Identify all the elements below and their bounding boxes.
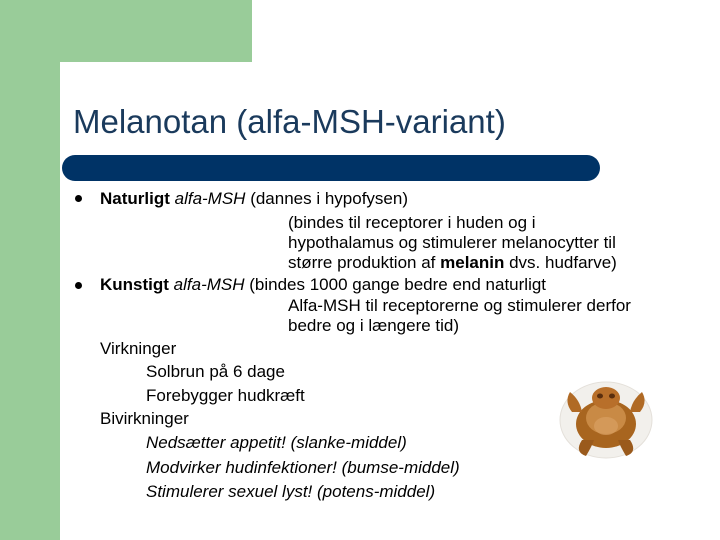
bullet-1-line-2: (bindes til receptorer i huden og i: [288, 213, 536, 232]
bullet-2-term: alfa-MSH: [173, 275, 245, 294]
side-effects-item: Nedsætter appetit! (slanke-middel): [146, 433, 407, 452]
bullet-2-rest: (bindes 1000 gange bedre end naturligt: [244, 275, 547, 294]
effects-item: Forebygger hudkræft: [146, 386, 305, 405]
side-effects-heading: Bivirkninger: [100, 409, 189, 428]
effects-item: Solbrun på 6 dage: [146, 362, 285, 381]
bullet-dot-2: [75, 282, 82, 289]
bullet-1-rest: (dannes i hypofysen): [245, 189, 409, 208]
bullet-2-line-2: Alfa-MSH til receptorerne og stimulerer derfor: [288, 296, 631, 315]
slide-title: Melanotan (alfa-MSH-variant): [73, 103, 506, 140]
bullet-1-line-3: hypothalamus og stimulerer melanocytter til: [288, 233, 616, 252]
bullet-1-line-4: [288, 253, 617, 273]
side-effects-item: Modvirker hudinfektioner! (bumse-middel): [146, 458, 460, 477]
bullet-1-term: alfa-MSH: [174, 189, 246, 208]
bullet-1-line-1: [100, 189, 408, 209]
bullet-2-line-3: bedre og i længere tid): [288, 316, 460, 335]
tanned-figure-image: [556, 378, 656, 460]
melanin-term: melanin: [440, 253, 505, 272]
bullet-2-line-1: [100, 275, 546, 295]
bullet-1-line-4-pre: større produktion af: [288, 253, 441, 272]
side-effects-item: Stimulerer sexuel lyst! (potens-middel): [146, 482, 436, 501]
bullet-1-line-4-post: dvs. hudfarve): [504, 253, 617, 272]
effects-heading: Virkninger: [100, 339, 177, 358]
bullet-1-lead: Naturligt: [100, 189, 175, 208]
bullet-dot-1: [75, 195, 82, 202]
title-bar: [62, 155, 600, 181]
bullet-2-lead: Kunstigt: [100, 275, 174, 294]
background-green-left: [0, 0, 60, 540]
